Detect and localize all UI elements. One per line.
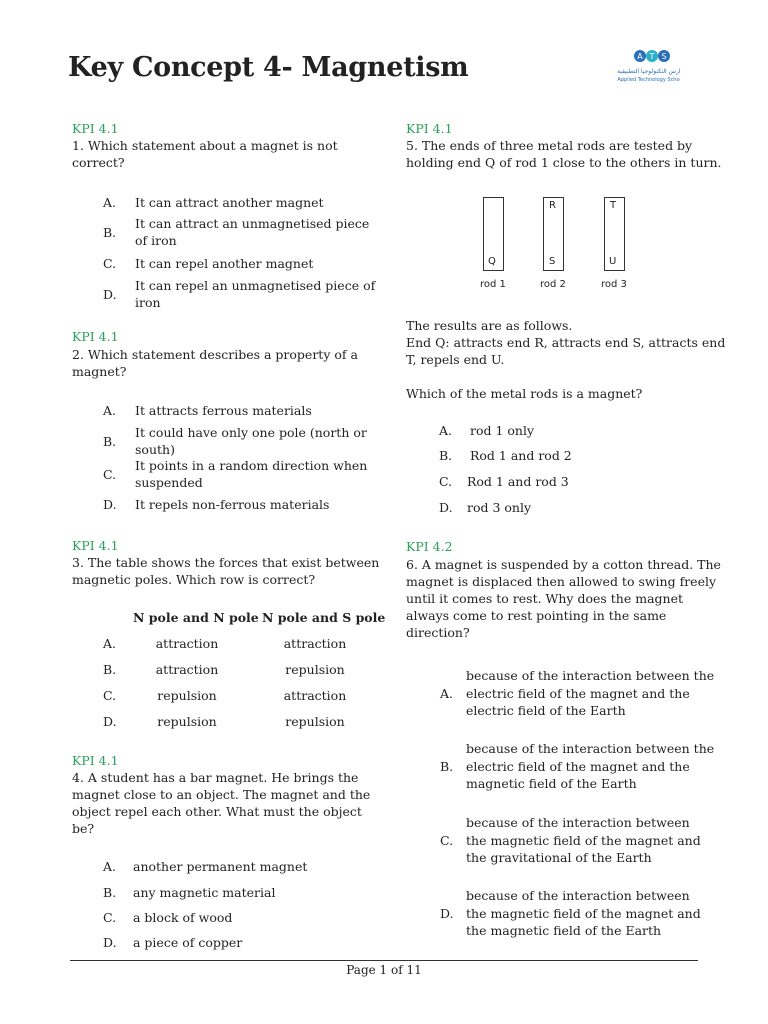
q5-results-line3: T, repels end U. — [406, 352, 505, 367]
option-text: the gravitational of the Earth — [466, 850, 652, 865]
option-letter: B. — [439, 448, 453, 463]
option-text: south) — [135, 442, 175, 457]
option-text: the magnetic field of the magnet and — [466, 833, 701, 848]
option-letter: B. — [440, 759, 454, 774]
option-text: electric field of the magnet and the — [466, 686, 690, 701]
option-text: It can attract an unmagnetised piece — [135, 216, 370, 231]
option-text: the magnetic field of the magnet and — [466, 906, 701, 921]
option-letter: A. — [103, 859, 117, 874]
option-text: Rod 1 and rod 3 — [467, 474, 569, 489]
cell-nn: repulsion — [157, 688, 217, 703]
option-letter: A. — [439, 423, 453, 438]
q2-kpi: KPI 4.1 — [72, 329, 119, 344]
q1-option-b[interactable] — [103, 216, 370, 250]
option-text: It can repel an unmagnetised piece of — [135, 278, 376, 293]
cell-ns: repulsion — [285, 714, 345, 729]
page-title: Key Concept 4- Magnetism — [68, 52, 469, 83]
q5-results-line1: The results are as follows. — [406, 318, 573, 333]
q2-text-line2: magnet? — [72, 364, 127, 379]
q5-option-d[interactable] — [439, 500, 679, 516]
q5-option-b[interactable] — [439, 448, 679, 464]
option-letter: D. — [440, 906, 454, 921]
option-text: any magnetic material — [133, 885, 276, 900]
option-letter: B. — [103, 885, 117, 900]
cell-ns: attraction — [283, 636, 347, 651]
q6-text-line1: 6. A magnet is suspended by a cotton thread. The — [406, 557, 721, 572]
option-text: a block of wood — [133, 910, 233, 925]
option-text: It can attract another magnet — [135, 195, 324, 210]
option-text: electric field of the magnet and the — [466, 759, 690, 774]
q3-kpi: KPI 4.1 — [72, 538, 119, 553]
q1-kpi: KPI 4.1 — [72, 121, 119, 136]
option-text: because of the interaction between — [466, 815, 690, 830]
q1-option-a[interactable] — [103, 195, 363, 211]
option-text: electric field of the Earth — [466, 703, 626, 718]
q4-text-line4: be? — [72, 821, 95, 836]
cell-ns: attraction — [283, 688, 347, 703]
option-text: the magnetic field of the Earth — [466, 923, 662, 938]
rod-2-end-top: R — [549, 200, 556, 211]
row-letter: A. — [103, 636, 117, 651]
option-text: a piece of copper — [133, 935, 243, 950]
option-letter: C. — [103, 256, 117, 271]
option-letter: B. — [103, 434, 117, 449]
option-letter: C. — [439, 474, 453, 489]
q6-text-line3: until it comes to rest. Why does the magnet — [406, 591, 684, 606]
q6-option-c[interactable] — [440, 815, 701, 867]
option-text: of iron — [135, 233, 177, 248]
cell-ns: repulsion — [285, 662, 345, 677]
option-text: It points in a random direction when — [135, 458, 368, 473]
option-text: suspended — [135, 475, 203, 490]
rod-2-label: rod 2 — [540, 279, 566, 290]
q4-text-line1: 4. A student has a bar magnet. He brings the — [72, 770, 359, 785]
rod-1-label: rod 1 — [480, 279, 506, 290]
rod-3-label: rod 3 — [601, 279, 627, 290]
row-letter: B. — [103, 662, 117, 677]
q5-question: Which of the metal rods is a magnet? — [406, 386, 643, 401]
option-letter: A. — [103, 195, 117, 210]
q4-option-c[interactable] — [103, 910, 363, 926]
option-text: iron — [135, 295, 161, 310]
option-text: It could have only one pole (north or — [135, 425, 367, 440]
logo-letter: A — [637, 52, 643, 61]
q6-option-a[interactable] — [440, 668, 715, 720]
table-header-ns: N pole and S pole — [262, 610, 386, 625]
option-text: because of the interaction between the — [466, 668, 715, 683]
page-number: Page 1 of 11 — [346, 963, 422, 977]
rod-3-end-bottom: U — [609, 256, 617, 267]
logo-letter: S — [661, 52, 667, 61]
q4-text-line3: object repel each other. What must the object — [72, 804, 362, 819]
q1-option-d[interactable] — [103, 278, 376, 312]
cell-nn: attraction — [155, 662, 219, 677]
q5-option-a[interactable] — [439, 423, 679, 439]
option-letter: A. — [440, 686, 454, 701]
logo-graphic — [616, 46, 680, 86]
q6-text-line4: always come to rest pointing in the same — [406, 608, 667, 623]
q2-option-d[interactable] — [103, 497, 363, 513]
q2-option-a[interactable] — [103, 403, 363, 419]
option-text: magnetic field of the Earth — [466, 776, 637, 791]
q2-option-c[interactable] — [103, 458, 368, 492]
option-letter: D. — [439, 500, 453, 515]
q3-text-line2: magnetic poles. Which row is correct? — [72, 572, 316, 587]
option-text: because of the interaction between — [466, 888, 690, 903]
option-text: Rod 1 and rod 2 — [470, 448, 572, 463]
q3-text-line1: 3. The table shows the forces that exist between — [72, 555, 380, 570]
logo-arabic: مدارس التكنولوجيا التطبيقية — [617, 68, 680, 75]
q6-option-b[interactable] — [440, 741, 715, 793]
cell-nn: attraction — [155, 636, 219, 651]
logo-letter: T — [649, 52, 655, 61]
option-text: because of the interaction between the — [466, 741, 715, 756]
option-text: It repels non-ferrous materials — [135, 497, 330, 512]
option-text: rod 3 only — [467, 500, 532, 515]
q4-kpi: KPI 4.1 — [72, 753, 119, 768]
q1-option-c[interactable] — [103, 256, 363, 272]
q6-option-d[interactable] — [440, 888, 701, 940]
option-letter: C. — [103, 467, 117, 482]
q5-option-c[interactable] — [439, 474, 679, 490]
option-letter: C. — [440, 833, 454, 848]
option-letter: C. — [103, 910, 117, 925]
table-header-nn: N pole and N pole — [133, 610, 259, 625]
q5-text-line2: holding end Q of rod 1 close to the others in turn. — [406, 155, 722, 170]
q4-option-a[interactable] — [103, 859, 363, 875]
option-text: another permanent magnet — [133, 859, 308, 874]
option-text: rod 1 only — [470, 423, 535, 438]
footer-divider — [70, 960, 698, 961]
q1-text-line1: 1. Which statement about a magnet is not — [72, 138, 338, 153]
q2-option-b[interactable] — [103, 425, 367, 459]
q2-text-line1: 2. Which statement describes a property of a — [72, 347, 358, 362]
option-text: It attracts ferrous materials — [135, 403, 312, 418]
logo-caption: Applied Technology Schools — [617, 77, 680, 83]
option-text: It can repel another magnet — [135, 256, 314, 271]
rod-3-end-top: T — [610, 200, 617, 211]
rod-1-end-bottom: Q — [488, 256, 496, 267]
q4-text-line2: magnet close to an object. The magnet and the — [72, 787, 371, 802]
option-letter: D. — [103, 497, 117, 512]
q1-text-line2: correct? — [72, 155, 125, 170]
q4-option-b[interactable] — [103, 885, 363, 901]
q6-kpi: KPI 4.2 — [406, 539, 453, 554]
option-letter: D. — [103, 935, 117, 950]
option-letter: A. — [103, 403, 117, 418]
q6-text-line2: magnet is displaced then allowed to swing freely — [406, 574, 717, 589]
cell-nn: repulsion — [157, 714, 217, 729]
row-letter: C. — [103, 688, 117, 703]
q5-results-line2: End Q: attracts end R, attracts end S, attracts end — [406, 335, 726, 350]
row-letter: D. — [103, 714, 117, 729]
option-letter: D. — [103, 287, 117, 302]
option-letter: B. — [103, 225, 117, 240]
rod-2-end-bottom: S — [549, 256, 556, 267]
q6-text-line5: direction? — [406, 625, 470, 640]
school-logo — [616, 46, 680, 86]
q5-kpi: KPI 4.1 — [406, 121, 453, 136]
q4-option-d[interactable] — [103, 935, 363, 951]
q5-text-line1: 5. The ends of three metal rods are tested by — [406, 138, 693, 153]
